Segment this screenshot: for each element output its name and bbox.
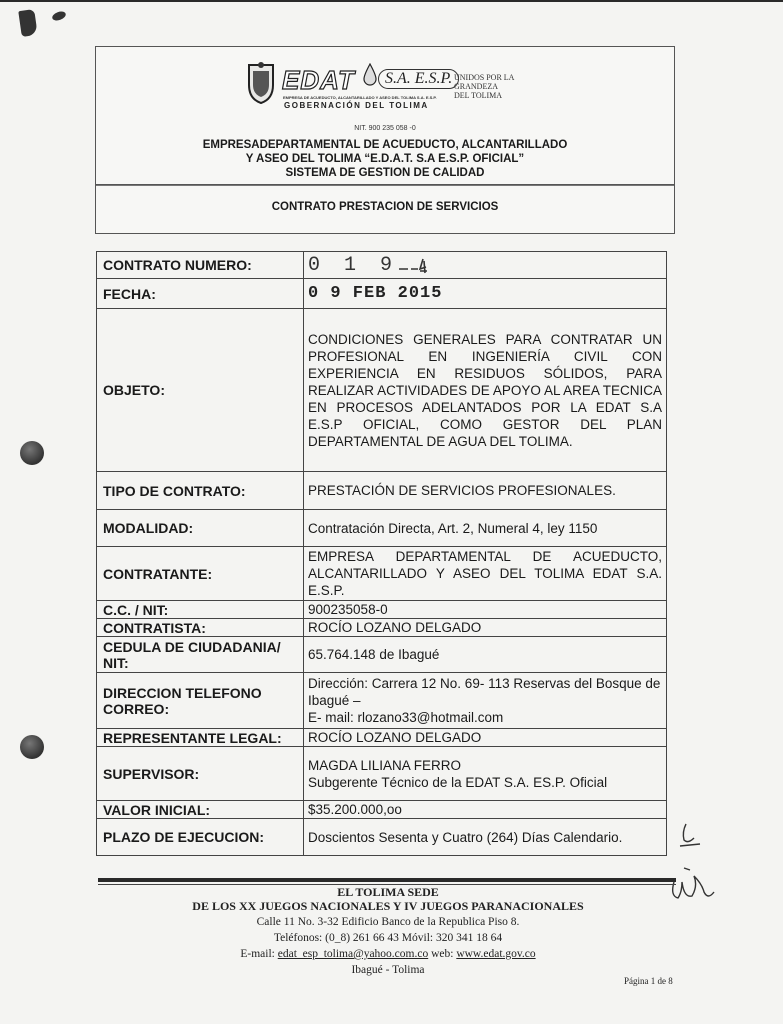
company-nit: NIT. 900 235 058 -0 <box>354 125 416 132</box>
logo-subline: EMPRESA DE ACUEDUCTO, ALCANTARILLADO Y ASEO DEL TOLIMA S.A. E.S.P. <box>283 95 437 100</box>
handwritten-scribble <box>398 257 428 275</box>
email-link[interactable]: edat_esp_tolima@yahoo.com.co <box>277 948 429 960</box>
legal-rep-value: ROCÍO LOZANO DELGADO <box>304 729 667 747</box>
table-row <box>97 547 667 601</box>
address-line: Dirección: Carrera 12 No. 69- 113 Reservas del Bosque de Ibagué – <box>308 676 661 708</box>
footer-phones: Teléfonos: (0_8) 261 66 43 Móvil: 320 341 18 64 <box>273 932 503 944</box>
contract-title: CONTRATO PRESTACION DE SERVICIOS <box>271 201 499 213</box>
object-value: CONDICIONES GENERALES PARA CONTRATAR UN PROFESIONAL EN INGENIERÍA CIVIL CON EXPERIENCIA EN RESIDUOS SÓLIDOS, PARA REALIZAR ACTIVIDADES DE APOYO AL AREA TECNICA EN PROCESOS ADELANTADOS POR LA EDAT S.A E.S.P OFICIAL, COMO GESTOR DEL PLAN DEPARTAMENTAL DE AGUA DEL TOLIMA. <box>304 309 667 472</box>
initial-value: $35.200.000,oo <box>304 801 667 819</box>
logo-brand: EDAT <box>282 65 355 95</box>
logo-sa-esp: S.A. E.S.P. <box>378 69 459 89</box>
email-label: E-mail: <box>240 948 278 960</box>
scan-top-edge <box>0 0 783 2</box>
company-name <box>96 138 674 180</box>
date-value <box>304 279 667 309</box>
table-row <box>97 819 667 856</box>
tolima-seal-icon <box>246 61 276 105</box>
handwritten-initial <box>676 822 704 852</box>
header-identity <box>96 47 674 185</box>
row-label: PLAZO DE EJECUCION: <box>97 819 304 856</box>
row-label: DIRECCION TELEFONO CORREO: <box>97 673 304 729</box>
table-row <box>97 729 667 747</box>
table-row <box>97 309 667 472</box>
row-label: CONTRATISTA: <box>97 619 304 637</box>
footer-contact <box>98 946 678 962</box>
table-row <box>97 279 667 309</box>
row-label: VALOR INICIAL: <box>97 801 304 819</box>
table-row <box>97 801 667 819</box>
contract-number-value <box>304 252 667 279</box>
row-label: MODALIDAD: <box>97 510 304 547</box>
logo-tagline: UNIDOS POR LA GRANDEZA DEL TOLIMA <box>454 73 515 100</box>
contract-number-stamp: 0 1 9 <box>308 253 399 277</box>
address-phone-email-value <box>304 673 667 729</box>
row-label: OBJETO: <box>97 309 304 472</box>
supervisor-value <box>304 747 667 801</box>
footer-rule <box>98 878 676 882</box>
scan-smudge <box>51 10 67 22</box>
footer-headline: DE LOS XX JUEGOS NACIONALES Y IV JUEGOS PARANACIONALES <box>192 899 584 913</box>
quality-system-line: SISTEMA DE GESTION DE CALIDAD <box>285 167 485 179</box>
document-header <box>95 46 675 234</box>
nit-value: 900235058-0 <box>304 601 667 619</box>
row-label: FECHA: <box>97 279 304 309</box>
contracting-party-value: EMPRESA DEPARTAMENTAL DE ACUEDUCTO, ALCANTARILLADO Y ASEO DEL TOLIMA EDAT S.A. E.S.P. <box>304 547 667 601</box>
punch-hole <box>20 735 44 759</box>
document-footer <box>98 885 678 978</box>
row-label: CONTRATO NUMERO: <box>97 252 304 279</box>
header-doc-type <box>96 185 674 234</box>
edat-logo <box>246 61 515 119</box>
table-row <box>97 637 667 673</box>
execution-term-value: Doscientos Sesenta y Cuatro (264) Días Calendario. <box>304 819 667 856</box>
supervisor-name: MAGDA LILIANA FERRO <box>308 757 462 773</box>
table-row <box>97 673 667 729</box>
date-stamp: 0 9 FEB 2015 <box>308 284 443 303</box>
modality-value: Contratación Directa, Art. 2, Numeral 4, ley 1150 <box>304 510 667 547</box>
punch-hole <box>20 441 44 465</box>
scan-smudge <box>18 9 37 37</box>
row-label: SUPERVISOR: <box>97 747 304 801</box>
footer-city: Ibagué - Tolima <box>351 964 425 976</box>
web-link[interactable]: www.edat.gov.co <box>456 948 536 960</box>
company-line: Y ASEO DEL TOLIMA “E.D.A.T. S.A E.S.P. OFICIAL” <box>245 153 525 165</box>
footer-headline: EL TOLIMA SEDE <box>337 885 439 899</box>
table-row <box>97 619 667 637</box>
id-number-value: 65.764.148 de Ibagué <box>304 637 667 673</box>
footer-address: Calle 11 No. 3-32 Edificio Banco de la Republica Piso 8. <box>256 916 520 928</box>
contract-summary-table <box>96 251 667 856</box>
supervisor-role: Subgerente Técnico de la EDAT S.A. ES.P. Oficial <box>308 774 608 790</box>
government-name: GOBERNACIÓN DEL TOLIMA <box>284 101 429 110</box>
row-label: REPRESENTANTE LEGAL: <box>97 729 304 747</box>
company-line: EMPRESADEPARTAMENTAL DE ACUEDUCTO, ALCANTARILLADO <box>202 139 568 151</box>
water-drop-icon <box>362 63 378 87</box>
row-label: CEDULA DE CIUDADANIA/ NIT: <box>97 637 304 673</box>
row-label: C.C. / NIT: <box>97 601 304 619</box>
email-line: E- mail: rlozano33@hotmail.com <box>308 710 504 725</box>
web-label: web: <box>428 948 457 960</box>
table-row <box>97 601 667 619</box>
table-row <box>97 510 667 547</box>
row-label: TIPO DE CONTRATO: <box>97 472 304 510</box>
contractor-value: ROCÍO LOZANO DELGADO <box>304 619 667 637</box>
contract-type-value: PRESTACIÓN DE SERVICIOS PROFESIONALES. <box>304 472 667 510</box>
row-label: CONTRATANTE: <box>97 547 304 601</box>
table-row <box>97 472 667 510</box>
page-number: Página 1 de 8 <box>624 976 673 986</box>
table-row <box>97 747 667 801</box>
table-row <box>97 252 667 279</box>
